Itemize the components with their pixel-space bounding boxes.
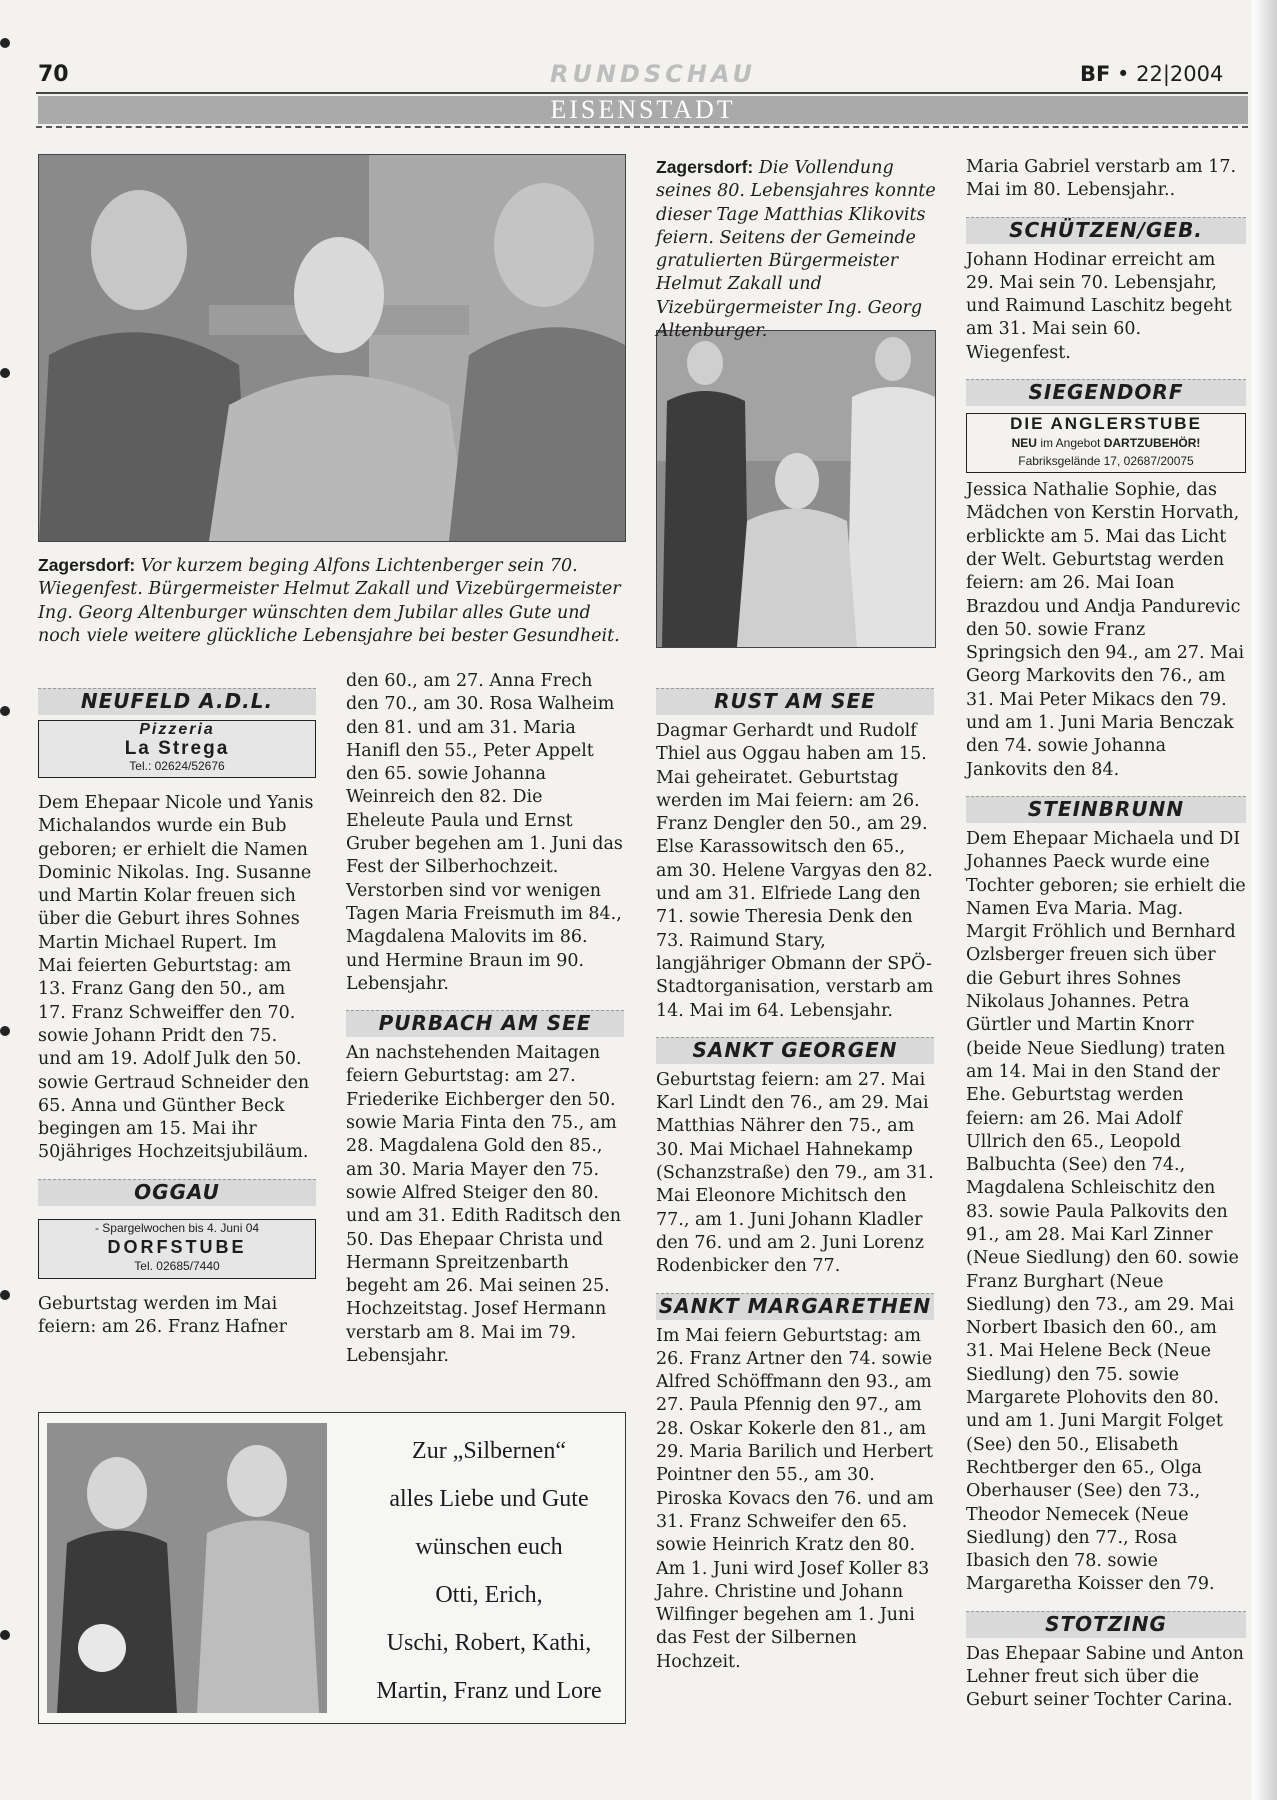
ad-anglerstube [966, 413, 1246, 473]
photo1-caption [38, 554, 624, 648]
section-st-margarethen-title: SANKT MARGARETHEN [658, 1293, 932, 1318]
col4-text-schuetzen: Johann Hodinar erreicht am 29. Mai sein 70. Lebensjahr, und Raimund Laschitz begeht am 31. Mai sein 60. Wiegenfest. [966, 249, 1232, 363]
section-oggau-title: OGGAU [134, 1179, 220, 1204]
issue-label [1080, 62, 1223, 86]
ad-silberne-line6: Martin, Franz und Lore [376, 1678, 602, 1704]
column-2 [346, 670, 624, 1368]
masthead-title: RUNDSCHAU [550, 60, 756, 88]
ad-dorfstube [38, 1219, 316, 1279]
col3-text-rust: Dagmar Gerhardt und Rudolf Thiel aus Oggau haben am 15. Mai geheiratet. Geburtstag werden im Mai feiern: am 26. Franz Dengler den 50., am 29. Else Karassowitsch den 65., am 30. Helene Vargyas den 82. und am 31. Elfriede Lang den 71. sowie Theresia Denk den 73. Raimund Stary, langjähriger Obmann der SPÖ-Stadtorganisation, verstarb am 14. Mai im 64. Lebensjahr. [656, 721, 934, 1021]
ad-silberne-hochzeit [38, 1412, 626, 1724]
photo1-caption-place: Zagersdorf: [38, 555, 136, 575]
col3-text-st-georgen: Geburtstag feiern: am 27. Mai Karl Lindt den 76., am 29. Mai Matthias Nährer den 75., am 30. Mai Michael Hahnekamp (Schanzstraße) den 79., am 31. Mai Eleonore Michitsch den 77., am 1. Juni Johann Kladler den 76. und am 2. Juni Lorenz Rodenbicker den 77. [656, 1069, 934, 1277]
region-title: EISENSTADT [550, 95, 736, 124]
page-number: 70 [38, 62, 69, 87]
ad-pizzeria-name: La Strega [124, 738, 230, 759]
col4-text-steinbrunn: Dem Ehepaar Michaela und DI Johannes Paeck wurde eine Tochter geboren; sie erhielt die Namen Eva Maria. Mag. Margit Fröhlich und Bernhard Ozlsberger freuen sich über die Geburt ihres Sohnes Nikolaus Johannes. Petra Gürtler und Martin Knorr (beide Neue Siedlung) traten am 14. Mai in den Stand der Ehe. Geburtstag werden feiern: am 26. Mai Adolf Ullrich den 65., Leopold Balbuchta (See) den 74., Magdalena Schleischitz den 83. sowie Paula Palkovits den 91., am 28. Mai Karl Zinner (Neue Siedlung) den 60. sowie Franz Burghart (Neue Siedlung) den 73., am 29. Mai Norbert Ibasich den 60., am 31. Mai Helene Beck (Neue Siedlung) den 75. sowie Margarete Plohovits den 80. und am 1. Juni Margit Folget (See) den 50., Elisabeth Rechtberger den 65., Olga Oberhauser (See) den 73., Theodor Nemecek (Neue Siedlung) den 77., Rosa Ibasich den 78. sowie Margaretha Koisser den 79. [966, 828, 1246, 1595]
binder-mark [0, 368, 10, 378]
column-4 [966, 156, 1246, 1713]
photo-three-men-image [39, 155, 625, 541]
header-dashed-rule [36, 126, 1248, 128]
ad-silberne-line2: alles Liebe und Gute [389, 1486, 589, 1512]
ad-anglerstube-address: Fabriksgelände 17, 02687/20075 [1018, 454, 1194, 469]
col1-text-oggau: Geburtstag werden im Mai feiern: am 26. Franz Hafner [38, 1293, 288, 1338]
ad-pizzeria-phone: Tel.: 02624/52676 [129, 759, 225, 773]
section-purbach-title: PURBACH AM SEE [378, 1011, 592, 1036]
section-st-margarethen [656, 1285, 934, 1319]
issue-number: 22|2004 [1136, 62, 1224, 86]
header-rule [36, 92, 1248, 94]
column-1 [38, 674, 316, 1339]
column-3 [656, 674, 934, 1674]
section-rust [656, 680, 934, 714]
col4-text-siegendorf: Jessica Nathalie Sophie, das Mädchen von Kerstin Horvath, erblickte am 5. Mai das Licht der Welt. Geburtstag werden feiern: am 26. Mai Ioan Brazdou und Andja Pandurevic den 50. sowie Franz Springsich den 94., am 27. Mai Georg Markovits den 76., am 31. Mai Peter Mikacs den 79. und am 1. Juni Maria Benczak den 74. sowie Johanna Jankovits den 84. [966, 480, 1245, 780]
photo2-caption-place: Zagersdorf: [656, 157, 754, 177]
ad-dorfstube-name: DORFSTUBE [107, 1236, 247, 1257]
ad-silberne-line3: wünschen euch [415, 1534, 563, 1560]
edition-label: BF [1080, 62, 1111, 86]
photo2-caption-text: Die Vollendung seines 80. Lebensjahres konnte dieser Tage Matthias Klikovits feiern. Seitens der Gemeinde gratulierten Bürgermeister Helmut Zakall und Vizebürgermeister Ing. Georg Altenburger. [656, 158, 936, 342]
section-stotzing-title: STOTZING [1045, 1611, 1167, 1636]
ad-silberne-line1: Zur „Silbernen“ [412, 1438, 566, 1464]
section-siegendorf-title: SIEGENDORF [1028, 380, 1184, 405]
ad-silberne-line4: Otti, Erich, [435, 1582, 543, 1608]
section-neufeld [38, 680, 316, 714]
photo-birthday-80 [656, 330, 936, 648]
ad-silberne-line5: Uschi, Robert, Kathi, [386, 1630, 592, 1656]
binder-mark [0, 1026, 10, 1036]
ad-anglerstube-neu: NEU [1011, 436, 1037, 451]
ad-anglerstube-offer [967, 434, 1245, 452]
ad-anglerstube-dart: DARTZUBEHÖR! [1103, 436, 1201, 451]
col2-text-neufeld-cont: den 60., am 27. Anna Frech den 70., am 30. Rosa Walheim den 81. und am 31. Maria Hanifl den 55., Peter Appelt den 65. sowie Johanna Weinreich den 82. Die Eheleute Paula und Ernst Gruber begehen am 1. Juni das Fest der Silberhochzeit. Verstorben sind vor wenigen Tagen Maria Freismuth im 84., Magdalena Malovits im 86. und Hermine Braun im 90. Lebensjahr. [346, 671, 623, 994]
section-neufeld-title: NEUFELD A.D.L. [80, 689, 274, 713]
ad-dorfstube-line1: - Spargelwochen bis 4. Juni 04 [94, 1220, 260, 1235]
binder-mark [0, 38, 10, 48]
ad-anglerstube-offer-mid: im Angebot [1036, 436, 1104, 451]
ad-pizzeria-line1: Pizzeria [139, 721, 215, 738]
section-steinbrunn [966, 788, 1246, 822]
section-stotzing [966, 1603, 1246, 1637]
issue-separator: • [1117, 62, 1130, 86]
section-siegendorf [966, 371, 1246, 405]
photo-birthday-80-image [657, 331, 935, 647]
photo-three-men [38, 154, 626, 542]
col4-text-zagersdorf-cont: Maria Gabriel verstarb am 17. Mai im 80. Lebensjahr.. [966, 157, 1237, 201]
photo2-caption [656, 156, 940, 343]
page-edge-shadow [1252, 0, 1277, 1800]
ad-pizzeria [38, 720, 316, 778]
photo1-caption-text: Vor kurzem beging Alfons Lichtenberger sein 70. Wiegenfest. Bürgermeister Helmut Zakall und Vizebürgermeister Ing. Georg Altenburger wünschten dem Jubilar alles Gute und noch viele weitere glückliche Lebensjahre bei bester Gesundheit. [38, 556, 621, 646]
section-steinbrunn-title: STEINBRUNN [1027, 796, 1185, 821]
ad-anglerstube-name: DIE ANGLERSTUBE [1010, 414, 1202, 434]
section-st-georgen [656, 1029, 934, 1063]
binder-mark [0, 1630, 10, 1640]
section-schuetzen [966, 209, 1246, 243]
section-oggau [38, 1171, 316, 1205]
section-st-georgen-title: SANKT GEORGEN [692, 1037, 898, 1062]
col1-text-neufeld: Dem Ehepaar Nicole und Yanis Michalandos wurde ein Bub geboren; er erhielt die Namen Dominic Nikolas. Ing. Susanne und Martin Kolar freuen sich über die Geburt ihres Sohnes Martin Michael Rupert. Im Mai feierten Geburtstag: am 13. Franz Gang den 50., am 17. Franz Schweiffer den 70. sowie Johann Pridt den 75. und am 19. Adolf Julk den 50. sowie Gertraud Schneider den 65. Anna und Günther Beck begingen am 15. Mai ihr 50jähriges Hochzeitsjubiläum. [38, 793, 314, 1163]
ad-couple-photo [47, 1423, 327, 1713]
binder-mark [0, 706, 10, 716]
binder-mark [0, 1290, 10, 1300]
ad-silberne-text [339, 1427, 639, 1715]
section-purbach [346, 1002, 624, 1036]
col4-text-stotzing: Das Ehepaar Sabine und Anton Lehner freut sich über die Geburt seiner Tochter Carina. [966, 1643, 1244, 1711]
col3-text-st-margarethen: Im Mai feiern Geburtstag: am 26. Franz Artner den 74. sowie Alfred Schöffmann den 93., am 27. Paula Pfennig den 97., am 28. Oskar Kokerle den 81., am 29. Maria Barilich und Herbert Pointner den 55., am 30. Piroska Kovacs den 76. und am 31. Franz Schweifer den 65. sowie Heinrich Kratz den 80. Am 1. Juni wird Josef Koller 83 Jahre. Christine und Johann Wilfinger begehen am 1. Juni das Fest der Silbernen Hochzeit. [656, 1325, 934, 1672]
section-rust-title: RUST AM SEE [714, 689, 876, 713]
section-schuetzen-title: SCHÜTZEN/GEB. [1009, 217, 1203, 242]
col2-text-purbach: An nachstehenden Maitagen feiern Geburtstag: am 27. Friederike Eichberger den 50. sowie Maria Finta den 75., am 28. Magdalena Gold den 85., am 30. Maria Mayer den 75. sowie Alfred Steiger den 80. und am 31. Edith Raditsch den 50. Das Ehepaar Christa und Hermann Spreitzenbarth begeht am 26. Mai seinen 25. Hochzeitstag. Josef Hermann verstarb am 8. Mai im 79. Lebensjahr. [346, 1043, 622, 1367]
ad-dorfstube-phone: Tel. 02685/7440 [134, 1258, 220, 1273]
